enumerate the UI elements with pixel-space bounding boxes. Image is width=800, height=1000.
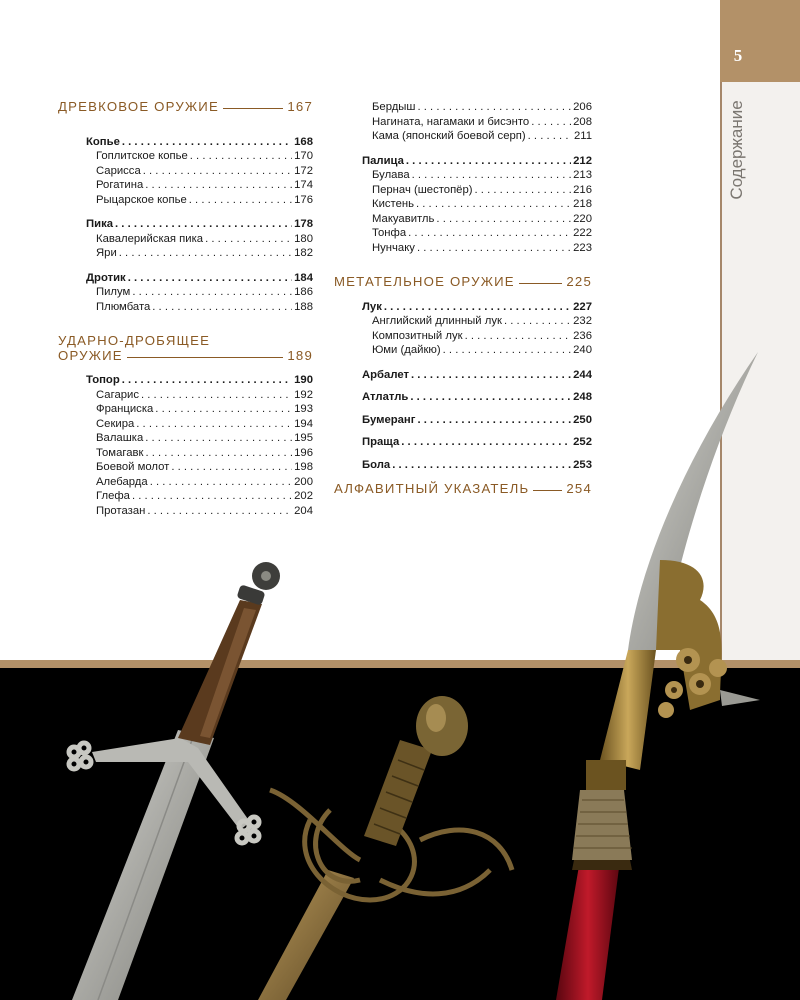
entry-page: 212 — [573, 154, 592, 167]
toc-entry[interactable] — [58, 271, 313, 286]
dot-leader — [528, 129, 572, 144]
entry-label: Нагината, нагамаки и бисэнто — [372, 115, 530, 128]
entry-label: Бердыш — [372, 101, 416, 113]
entry-page: 188 — [294, 300, 313, 313]
entry-label: Рогатина — [96, 179, 144, 191]
entry-page: 168 — [294, 135, 313, 148]
dot-leader — [410, 390, 571, 405]
entry-page: 232 — [573, 315, 592, 327]
tab-divider — [720, 0, 722, 660]
toc-entry[interactable] — [58, 246, 313, 261]
entry-label: Глефа — [96, 490, 130, 502]
dot-leader — [145, 431, 292, 446]
dot-leader — [417, 413, 571, 428]
toc-entry[interactable] — [334, 241, 592, 256]
toc-entry[interactable] — [58, 149, 313, 164]
dot-leader — [147, 504, 292, 519]
entry-label: Юми (дайкю) — [372, 344, 441, 356]
entry-page: 172 — [294, 164, 313, 177]
entry-page: 208 — [573, 115, 592, 128]
entry-label: Алебарда — [96, 475, 148, 488]
entry-page: 248 — [573, 391, 592, 403]
toc-entry[interactable] — [334, 168, 592, 183]
dot-leader — [504, 314, 571, 329]
dot-leader — [408, 226, 571, 241]
entry-page: 220 — [573, 212, 592, 225]
entry-label: Франциска — [96, 403, 154, 415]
entry-page: 216 — [573, 183, 592, 196]
toc-left-column — [58, 100, 313, 518]
dot-leader — [189, 193, 292, 208]
dot-leader — [416, 197, 571, 212]
section-title-line2: ОРУЖИЕ — [58, 347, 123, 363]
side-tab — [720, 0, 800, 660]
toc-entry[interactable] — [334, 343, 592, 358]
entry-label: Дротик — [86, 271, 126, 284]
entry-page: 176 — [294, 193, 313, 206]
entry-label: Праща — [362, 436, 400, 448]
toc-entry[interactable] — [58, 460, 313, 475]
toc-entry[interactable] — [334, 458, 592, 473]
heading-rule — [127, 357, 284, 358]
entry-page: 236 — [573, 329, 592, 342]
toc-entry[interactable] — [334, 115, 592, 130]
toc-entry[interactable] — [58, 388, 313, 403]
entry-label: Бумеранг — [362, 413, 416, 426]
entry-label: Нунчаку — [372, 241, 415, 254]
dot-leader — [132, 489, 292, 504]
entry-page: 186 — [294, 286, 313, 298]
entry-label: Тонфа — [372, 227, 407, 239]
entry-page: 211 — [573, 130, 592, 142]
section-title: МЕТАТЕЛЬНОЕ ОРУЖИЕ — [334, 274, 515, 289]
dot-leader — [145, 178, 292, 193]
entry-page: 195 — [294, 432, 313, 444]
entry-page: 190 — [294, 374, 313, 386]
entry-label: Сагарис — [96, 388, 139, 401]
entry-page: 240 — [573, 344, 592, 356]
section-page: 167 — [287, 99, 313, 114]
toc-entry[interactable] — [58, 446, 313, 461]
dot-leader — [171, 460, 292, 475]
toc-entry[interactable] — [58, 285, 313, 300]
toc-entry[interactable] — [58, 217, 313, 232]
dot-leader — [417, 241, 571, 256]
entry-page: 182 — [294, 247, 313, 259]
entry-label: Макуавитль — [372, 212, 435, 225]
toc-entry[interactable] — [58, 475, 313, 490]
entry-page: 227 — [573, 300, 592, 313]
toc-section-heading[interactable] — [334, 275, 592, 290]
entry-label: Томагавк — [96, 446, 144, 459]
dot-leader — [155, 402, 292, 417]
toc-entry[interactable] — [58, 164, 313, 179]
dot-leader — [406, 154, 571, 169]
entry-page: 193 — [294, 403, 313, 415]
entry-page: 200 — [294, 475, 313, 488]
toc-entry[interactable] — [334, 368, 592, 383]
entry-page: 223 — [573, 241, 592, 254]
toc-entry[interactable] — [334, 197, 592, 212]
entry-label: Пика — [86, 218, 114, 230]
entry-page: 222 — [573, 227, 592, 239]
section-title: Содержание — [727, 100, 746, 200]
weapons-photo — [0, 668, 800, 1000]
entry-label: Лук — [362, 300, 382, 313]
dot-leader — [145, 446, 292, 461]
entry-page: 244 — [573, 368, 592, 381]
dot-leader — [411, 368, 571, 383]
toc-entry[interactable] — [58, 431, 313, 446]
heading-rule — [223, 108, 283, 109]
section-title: ДРЕВКОВОЕ ОРУЖИЕ — [58, 99, 219, 114]
toc-entry[interactable] — [334, 329, 592, 344]
entry-page: 202 — [294, 490, 313, 502]
entry-page: 250 — [573, 413, 592, 426]
entry-page: 180 — [294, 232, 313, 245]
toc-entry[interactable] — [334, 100, 592, 115]
dot-leader — [392, 458, 571, 473]
entry-label: Валашка — [96, 432, 144, 444]
toc-entry[interactable] — [334, 129, 592, 144]
entry-page: 170 — [294, 150, 313, 162]
section-title-line1: УДАРНО-ДРОБЯЩЕЕ — [58, 333, 211, 348]
entry-label: Сарисса — [96, 164, 141, 177]
entry-page: 174 — [294, 179, 313, 191]
entry-page: 252 — [573, 436, 592, 448]
section-title: АЛФАВИТНЫЙ УКАЗАТЕЛЬ — [334, 481, 530, 496]
entry-label: Яри — [96, 247, 117, 259]
entry-label: Секира — [96, 417, 135, 430]
entry-page: 184 — [294, 271, 313, 284]
entry-label: Кистень — [372, 198, 414, 210]
entry-page: 204 — [294, 504, 313, 517]
page-number-box — [720, 0, 800, 82]
entry-label: Атлатль — [362, 391, 409, 403]
entry-label: Плюмбата — [96, 300, 151, 313]
entry-page: 218 — [573, 198, 592, 210]
dot-leader — [122, 135, 292, 150]
entry-label: Копье — [86, 135, 120, 148]
dot-leader — [475, 183, 572, 198]
dot-leader — [531, 115, 571, 130]
entry-label: Арбалет — [362, 368, 410, 381]
dot-leader — [152, 300, 292, 315]
entry-page: 213 — [573, 169, 592, 181]
toc-entry[interactable] — [58, 135, 313, 150]
toc-entry[interactable] — [334, 226, 592, 241]
toc-entry[interactable] — [58, 504, 313, 519]
dot-leader — [412, 168, 572, 183]
toc-section-heading[interactable] — [334, 482, 592, 497]
dot-leader — [141, 388, 292, 403]
entry-label: Кама (японский боевой серп) — [372, 130, 526, 142]
entry-label: Боевой молот — [96, 461, 170, 473]
toc-middle-column — [334, 100, 592, 497]
dot-leader — [418, 100, 572, 115]
toc-entry[interactable] — [58, 402, 313, 417]
dot-leader — [401, 435, 571, 450]
entry-page: 178 — [294, 218, 313, 230]
entry-page: 198 — [294, 461, 313, 473]
toc-entry[interactable] — [58, 373, 313, 388]
page-number: 5 — [733, 46, 743, 65]
toc-entry[interactable] — [334, 390, 592, 405]
entry-label: Пернач (шестопёр) — [372, 183, 473, 196]
entry-page: 192 — [294, 388, 313, 401]
entry-label: Бола — [362, 458, 391, 471]
dot-leader — [436, 212, 571, 227]
toc-entry[interactable] — [58, 489, 313, 504]
entry-label: Рыцарское копье — [96, 193, 187, 206]
entry-label: Гоплитское копье — [96, 150, 188, 162]
entry-label: Пилум — [96, 286, 131, 298]
dot-leader — [143, 164, 292, 179]
toc-entry[interactable] — [58, 193, 313, 208]
toc-entry[interactable] — [334, 212, 592, 227]
toc-entry[interactable] — [58, 178, 313, 193]
dot-leader — [465, 329, 572, 344]
toc-section-heading[interactable] — [58, 100, 313, 115]
dot-leader — [150, 475, 292, 490]
heading-rule — [533, 490, 562, 491]
dot-leader — [119, 246, 292, 261]
toc-entry[interactable] — [58, 232, 313, 247]
entry-page: 206 — [573, 101, 592, 113]
toc-entry[interactable] — [334, 300, 592, 315]
toc-entry[interactable] — [334, 314, 592, 329]
entry-label: Палица — [362, 154, 404, 167]
toc-section-heading[interactable] — [58, 334, 313, 349]
dot-leader — [443, 343, 572, 358]
toc-entry[interactable] — [334, 154, 592, 169]
accent-strip — [0, 660, 800, 668]
dot-leader — [115, 217, 292, 232]
toc-entry[interactable] — [58, 300, 313, 315]
dot-leader — [128, 271, 292, 286]
entry-label: Кавалерийская пика — [96, 232, 204, 245]
entry-label: Топор — [86, 374, 120, 386]
section-page: 189 — [287, 347, 313, 363]
entry-page: 194 — [294, 417, 313, 430]
entry-page: 196 — [294, 446, 313, 459]
entry-label: Протазан — [96, 504, 146, 517]
toc-entry[interactable] — [334, 183, 592, 198]
toc-entry[interactable] — [334, 435, 592, 450]
entry-page: 253 — [573, 458, 592, 471]
dot-leader — [384, 300, 571, 315]
toc-entry[interactable] — [58, 417, 313, 432]
section-page: 254 — [566, 481, 592, 496]
dot-leader — [132, 285, 292, 300]
section-page: 225 — [566, 274, 592, 289]
dot-leader — [205, 232, 292, 247]
entry-label: Композитный лук — [372, 329, 463, 342]
heading-rule — [519, 283, 563, 284]
dot-leader — [190, 149, 292, 164]
entry-label: Английский длинный лук — [372, 315, 502, 327]
dot-leader — [122, 373, 292, 388]
toc-section-heading[interactable] — [58, 349, 313, 364]
toc-entry[interactable] — [334, 413, 592, 428]
dot-leader — [136, 417, 292, 432]
entry-label: Булава — [372, 169, 410, 181]
